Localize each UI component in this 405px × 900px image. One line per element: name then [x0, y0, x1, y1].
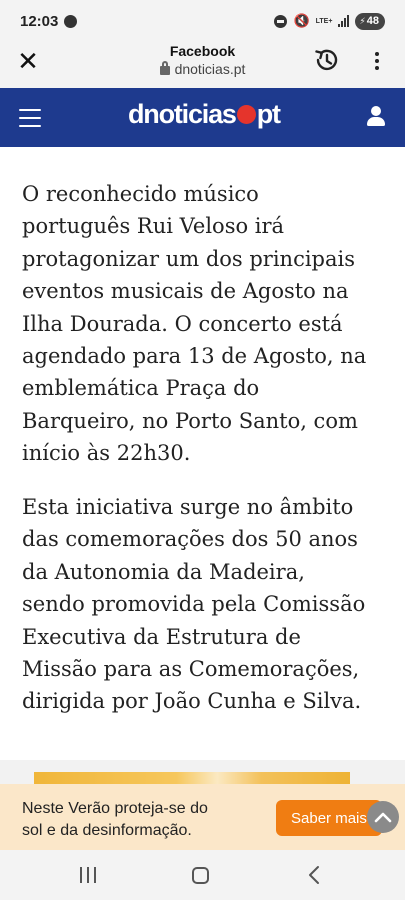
system-nav-bar [0, 850, 405, 900]
status-icons [274, 13, 385, 30]
logo-dot-icon [237, 105, 256, 124]
battery-level: 48 [366, 15, 379, 27]
saber-mais-button[interactable]: Saber mais [276, 800, 382, 836]
browser-toolbar [0, 42, 405, 88]
article-paragraph-2 [22, 491, 365, 718]
lock-icon [160, 66, 170, 75]
signal-icon [338, 15, 349, 27]
home-icon[interactable] [192, 867, 209, 884]
url-text: dnoticias.pt [174, 61, 246, 77]
promo-banner [0, 784, 405, 850]
url-line [100, 61, 305, 77]
article-line: emblemática Praça do [22, 376, 260, 401]
banner-text [22, 798, 208, 842]
logo-text-right: pt [256, 99, 280, 129]
article-line: da Autonomia da Madeira, [22, 559, 305, 584]
article-line: Barqueiro, no Porto Santo, com [22, 408, 358, 433]
close-icon[interactable]: ✕ [17, 46, 39, 76]
chevron-up-icon[interactable] [367, 801, 399, 833]
banner-line: sol e da desinformação. [22, 822, 192, 839]
menu-icon[interactable] [19, 109, 41, 127]
more-icon[interactable] [366, 48, 388, 74]
article-body [22, 178, 384, 714]
article-line: O reconhecido músico [22, 182, 259, 206]
browser-title: Facebook [169, 43, 236, 59]
network-type-label: LTE+ [315, 17, 333, 25]
banner-line: Neste Verão proteja-se do [22, 800, 208, 817]
article-line: português Rui Veloso irá [22, 214, 285, 239]
dnd-icon [274, 15, 287, 28]
article-line: Executiva da Estrutura de [22, 624, 301, 649]
back-icon[interactable] [304, 864, 324, 886]
user-icon[interactable] [366, 106, 386, 128]
article-line: agendado para 13 de Agosto, na [22, 344, 367, 369]
site-logo[interactable] [128, 99, 280, 130]
logo-text-left: dnoticias [128, 99, 236, 129]
status-bar [0, 0, 405, 42]
article-line: Ilha Dourada. O concerto está [22, 311, 343, 336]
article-line: eventos musicais de Agosto na [22, 279, 349, 304]
article-line: sendo promovida pela Comissão [22, 592, 366, 617]
history-icon[interactable] [312, 46, 340, 74]
url-box[interactable] [100, 43, 305, 77]
article-line: dirigida por João Cunha e Silva. [22, 689, 362, 714]
battery-icon: ⚡ 48 [355, 13, 385, 30]
recents-icon[interactable] [80, 867, 96, 883]
article-line: protagonizar um dos principais [22, 246, 356, 271]
status-time: 12:03 [20, 12, 59, 30]
article-line: Missão para as Comemorações, [22, 657, 360, 682]
sync-icon [64, 15, 77, 28]
site-header [0, 88, 405, 147]
mute-icon: 🔇 [293, 13, 310, 28]
article-line: início às 22h30. [22, 441, 191, 466]
article-line: das comemorações dos 50 anos [22, 527, 358, 552]
article-line: Esta iniciativa surge no âmbito [22, 495, 354, 519]
